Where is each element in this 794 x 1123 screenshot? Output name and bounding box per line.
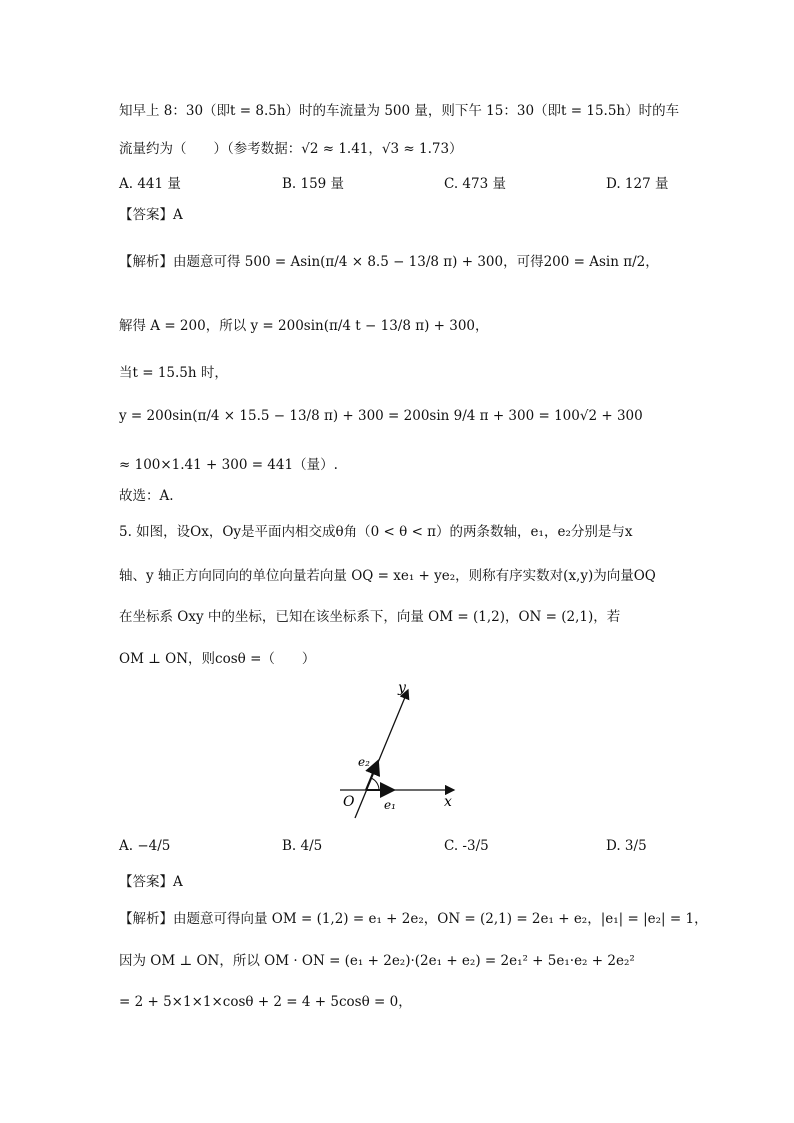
analysis-text: ，可得 — [503, 254, 544, 270]
q5-option-d: D. 3/5 — [606, 838, 647, 854]
answer-value: A — [173, 874, 183, 890]
q5-line-4: OM ⊥ ON，则cosθ =（ ） — [119, 651, 316, 667]
q4-analysis-line-4: y = 200sin(π/4 × 15.5 − 13/8 π) + 300 = 200sin 9/4 π + 300 = 100√2 + 300 — [119, 408, 643, 424]
answer-label: 【答案】 — [119, 207, 173, 223]
q5-analysis-line-3: = 2 + 5×1×1×cosθ + 2 = 4 + 5cosθ = 0， — [119, 994, 412, 1010]
punct: ， — [475, 318, 489, 334]
x-axis-label: x — [444, 794, 452, 810]
origin-label: O — [343, 794, 355, 810]
punct: ， — [645, 254, 659, 270]
q4-analysis-line-3: 当t = 15.5h 时， — [119, 365, 228, 381]
analysis-text: 由题意可得向量 OM = (1,2) = e₁ + 2e₂，ON = (2,1) = 2e₁ + e₂，|e₁| = |e₂| = 1， — [173, 911, 708, 927]
q4-option-c: C. 473 量 — [444, 176, 506, 192]
q5-answer — [119, 872, 183, 892]
q5-analysis-line-2: 因为 OM ⊥ ON，所以 OM · ON = (e₁ + 2e₂)·(2e₁ + e₂) = 2e₁² + 5e₁·e₂ + 2e₂² — [119, 953, 635, 969]
answer-value: A — [173, 207, 183, 223]
q4-analysis-line-1 — [119, 252, 659, 272]
q5-line-3: 在坐标系 Oxy 中的坐标，已知在该坐标系下，向量 OM = (1,2)，ON = (2,1)，若 — [119, 609, 621, 625]
q5-analysis-line-1 — [119, 909, 708, 929]
q4-option-a: A. 441 量 — [119, 176, 181, 192]
q5-option-b: B. 4/5 — [282, 838, 323, 854]
y-axis-line — [355, 690, 408, 818]
analysis-label: 【解析】 — [119, 911, 173, 927]
e1-label: e₁ — [384, 798, 396, 812]
q4-line-2: 流量约为（ ）（参考数据：√2 ≈ 1.41，√3 ≈ 1.73） — [119, 141, 463, 157]
q5-line-1: 5. 如图，设Ox，Oy是平面内相交成θ角（0 < θ < π）的两条数轴，e₁，e₂分别是与x — [119, 524, 633, 540]
q4-analysis-line-2 — [119, 316, 489, 336]
q5-option-c: C. -3/5 — [444, 838, 489, 854]
q4-option-b: B. 159 量 — [282, 176, 345, 192]
e2-label: e₂ — [358, 755, 370, 769]
q5-line-2: 轴、y 轴正方向同向的单位向量若向量 OQ = xe₁ + ye₂，则称有序实数对(x,y)为向量OQ — [119, 568, 656, 584]
y-axis-label: y — [398, 680, 406, 696]
analysis-text: 解得 A = 200，所以 — [119, 318, 247, 334]
answer-label: 【答案】 — [119, 874, 173, 890]
q4-analysis-line-5: ≈ 100×1.41 + 300 = 441（量）. — [119, 457, 338, 473]
theta-angle-arc — [371, 778, 379, 790]
q4-line-1: 知早上 8：30（即t = 8.5h）时的车流量为 500 量，则下午 15：30（即t = 15.5h）时的车 — [119, 103, 680, 119]
equation-2: 200 = Asin π/2 — [543, 254, 646, 270]
equation-1: 500 = Asin(π/4 × 8.5 − 13/8 π) + 300 — [244, 254, 504, 270]
q4-option-d: D. 127 量 — [606, 176, 669, 192]
q4-analysis-line-6: 故选：A. — [119, 488, 174, 504]
analysis-label: 【解析】 — [119, 254, 173, 270]
analysis-text: 由题意可得 — [173, 254, 241, 270]
q5-option-a: A. −4/5 — [119, 838, 171, 854]
equation-3: y = 200sin(π/4 t − 13/8 π) + 300 — [250, 318, 476, 334]
oblique-axes-figure — [330, 676, 470, 826]
q4-answer — [119, 205, 183, 225]
